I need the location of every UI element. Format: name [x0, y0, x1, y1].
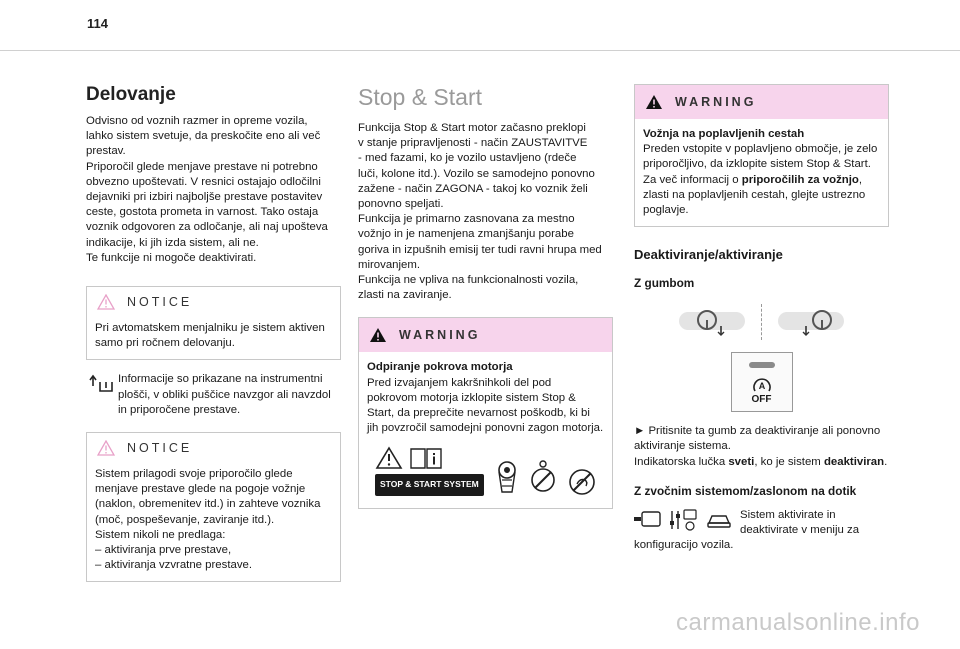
watermark: carmanualsonline.info	[676, 609, 920, 636]
button-instruction-a: ► Pritisnite ta gumb za deaktiviranje ali ponovno aktiviranje sistema.	[634, 425, 881, 453]
page-number: 114	[87, 16, 108, 31]
info-text: Informacije so prikazane na instrumentni plošči, v obliki puščice navzgor ali navzdol in priporočene prestave.	[118, 373, 331, 416]
stop-start-system-badge: STOP & START SYSTEM	[375, 474, 484, 495]
info-row	[86, 372, 341, 418]
notice-body: Pri avtomatskem menjalniku je sistem aktiven samo pri ročnem delovanju.	[95, 322, 325, 350]
column-2	[358, 80, 613, 509]
touchscreen-tap-icon	[634, 510, 662, 530]
warning-text: Pred izvajanjem kakršnihkoli del pod pokrovom motorja izklopite sistem Stop & Start, da preprečite nevarnost poškodb, ki bi jih povzročil samodejni ponovni zagon motorja.	[367, 376, 604, 435]
warning-triangle-icon	[369, 327, 387, 343]
instr-b-pre: Indikatorska lučka	[634, 455, 729, 468]
warning-body	[359, 352, 612, 507]
notice-body: Sistem prilagodi svoje priporočilo glede menjave prestave glede na pogoje vožnje (naklon, obremenitev itd.) in zahteve voznika (moč, pospeševanje, zaviranje itd.). Sistem nikoli ne predlaga: – aktiviranja prve prestave, – aktiviranja vzvratne prestave.	[95, 468, 321, 572]
steering-wheel-right-icon	[776, 306, 846, 338]
notice-header	[87, 433, 340, 463]
column-1	[86, 80, 341, 582]
warning-text-b	[643, 173, 880, 219]
danger-triangle-icon	[375, 446, 403, 470]
instr-b-bold2: deaktiviran	[823, 455, 885, 468]
warning-header	[635, 85, 888, 119]
gear-shift-arrows-icon	[86, 374, 118, 396]
no-hand-icon	[568, 468, 596, 496]
warning-text-b-bold: priporočilih za vožnjo	[741, 173, 859, 186]
warning-icon-row	[375, 446, 443, 470]
manual-book-icon	[409, 446, 443, 470]
instr-b-mid: , ko je sistem	[754, 455, 824, 468]
warning-text-a: Preden vstopite v poplavljeno območje, je zelo priporočljivo, da izklopite sistem Stop & Start.	[643, 143, 878, 171]
warning-triangle-icon	[645, 94, 663, 110]
notice-header	[87, 287, 340, 317]
settings-sliders-icon	[668, 508, 700, 532]
notice-triangle-icon	[97, 294, 115, 310]
indicator-lamp	[749, 362, 775, 368]
warning-box-bonnet	[358, 317, 613, 508]
notice-box-automatic	[86, 286, 341, 360]
off-label: OFF	[751, 394, 772, 406]
touchscreen-subheading: Z zvočnim sistemom/zaslonom na dotik	[634, 483, 857, 498]
steering-wheel-illustration	[634, 304, 889, 340]
illustration-divider	[761, 304, 762, 340]
steering-wheel-left-icon	[677, 306, 747, 338]
warning-title: WARNING	[675, 95, 757, 109]
notice-box-conditions	[86, 432, 341, 582]
button-instruction	[634, 424, 889, 470]
notice-title: NOTICE	[127, 441, 193, 456]
warning-subtitle: Vožnja na poplavljenih cestah	[643, 128, 805, 140]
warning-header	[359, 318, 612, 352]
warning-icons-strip	[367, 436, 604, 499]
instr-b-post: .	[884, 455, 888, 468]
notice-title: NOTICE	[127, 295, 193, 310]
engine-belt-icon	[496, 460, 518, 496]
warning-subtitle: Odpiranje pokrova motorja	[367, 361, 513, 374]
warning-title: WARNING	[399, 328, 481, 343]
warning-text-b-pre: Za več informacij o	[643, 173, 742, 186]
stop-start-body: Funkcija Stop & Start motor začasno preklopi v stanje pripravljenosti - način ZAUSTAVITVE - med fazami, ko je vozilo ustavljeno (rdeče luči, kolone itd.). Vozilo se samodejno ponovno zažene - način ZAGONA - takoj ko voznik želi ponovno speljati. Funkcija je primarno zasnovana za mestno vožnjo in je namenjena zmanjšanju porabe goriva in izpušnih emisij ter tudi ravni hrupa med mirovanjem. Funkcija ne vpliva na funkcionalnosti vozila, zlasti na zaviranje.	[358, 122, 602, 302]
warning-box-flood	[634, 84, 889, 227]
instr-b-bold1: sveti	[728, 455, 755, 468]
notice-triangle-icon	[97, 440, 115, 456]
car-config-icon	[706, 510, 732, 530]
warning-body	[635, 119, 888, 226]
touchscreen-icons	[634, 508, 732, 532]
button-subheading: Z gumbom	[634, 276, 695, 291]
warning-text-b-post: , zlasti na poplavljenih cestah, glejte ustrezno poglavje.	[643, 173, 866, 217]
column-3	[634, 80, 889, 553]
no-touch-fan-icon	[530, 460, 556, 496]
button-instruction-b	[634, 455, 889, 470]
section-heading-delovanje: Delovanje	[86, 84, 176, 105]
touchscreen-text: Sistem aktivirate in deaktivirate v meniju za konfiguracijo vozila.	[634, 508, 860, 552]
stop-start-off-button[interactable]	[731, 352, 793, 412]
delovanje-body: Odvisno od voznih razmer in opreme vozila, lahko sistem svetuje, da preskočite eno ali več prestav. Priporočil glede menjave prestave ni potrebno obvezno upoštevati. V resnici ostajajo odločilni dejavniki pri izbiri najboljše prestave postavitev ceste, gostota prometa in varnost. Tako ostaja voznik odgovoren za odločanje, ali naj upošteva indikacije, ki jih izda sistem, ali ne. Te funkcije ni mogoče deaktivirati.	[86, 115, 328, 264]
touchscreen-section	[634, 508, 889, 554]
auto-stop-icon	[751, 375, 773, 395]
deactivation-heading: Deaktiviranje/aktiviranje	[634, 247, 783, 263]
warning-icon-group	[375, 446, 484, 495]
top-divider	[0, 50, 960, 51]
section-heading-stop-start: Stop & Start	[358, 84, 483, 110]
svg-text:A: A	[758, 381, 765, 392]
